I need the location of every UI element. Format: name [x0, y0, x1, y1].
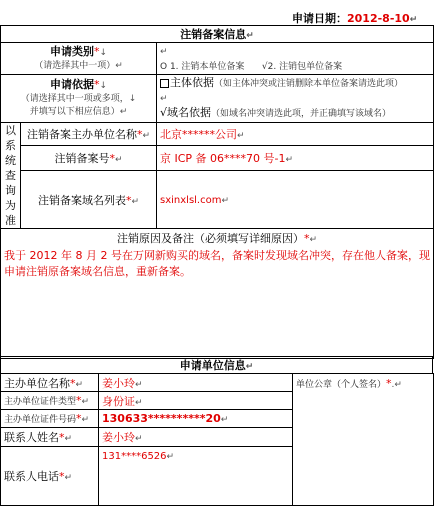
contact-name-field[interactable]: 姜小玲↵: [99, 428, 293, 447]
reason-cell[interactable]: [1, 229, 434, 359]
apply-type-option-own[interactable]: O 1. 注销本单位备案: [160, 62, 245, 72]
application-date-value: 2012-8-10: [347, 12, 410, 25]
org-name-label: 注销备案主办单位名称: [26, 127, 137, 141]
record-no-label-cell: 注销备案号*↵: [21, 145, 157, 171]
applicant-table: [0, 373, 434, 506]
record-no-label: 注销备案号: [54, 152, 110, 165]
org-name-field[interactable]: 北京******公司↵: [157, 123, 434, 146]
apply-basis-label: 申请依据: [49, 78, 94, 91]
application-date: 申请日期：2012-8-10↵: [292, 12, 418, 25]
org-name-label-cell: 注销备案主办单位名称*↵: [21, 123, 157, 146]
domain-checkmark-icon: √: [160, 106, 168, 119]
id-type-value: 身份证: [102, 394, 135, 408]
contact-phone-label-cell: 联系人电话*↵: [1, 447, 99, 506]
apply-type-hint: （请选择其中一项）: [34, 60, 116, 71]
seal-label: 单位公章（个人签名）: [296, 380, 387, 390]
basis-subject-option[interactable]: 主体依据（如主体冲突或注销删除本单位备案请选此项）: [160, 76, 403, 89]
applicant-section-title: 申请单位信息↵: [1, 357, 433, 374]
reason-label: 注销原因及备注（必须填写详细原因）*↵: [116, 232, 318, 245]
contact-phone-value: 131****6526: [102, 451, 167, 462]
record-no-field[interactable]: 京 ICP 备 06****70 号-1↵: [157, 145, 434, 171]
reason-text: 我于 2012 年 8 月 2 号在万网新购买的域名，备案时发现域名冲突，存在他人备案，现申请注销原备案域名信息，重新备案。: [4, 249, 430, 278]
domain-list-value: sxinxlsl.com: [160, 195, 222, 207]
applicant-org-name-label: 主办单位名称: [4, 376, 70, 390]
domain-list-label: 注销备案域名列表: [37, 193, 126, 207]
apply-basis-label-cell: 申请依据*↓ （请选择其中一项或多项，↓ 并填写以下相应信息）↵: [1, 75, 157, 123]
apply-basis-options: 主体依据（如主体冲突或注销删除本单位备案请选此项） ↵ √域名依据（如域名冲突请选此项，并正确填写该域名）: [157, 75, 434, 123]
domain-list-label-cell: 注销备案域名列表*↵: [21, 171, 157, 229]
contact-name-value: 姜小玲: [102, 431, 135, 444]
org-name-value: 北京******公司: [160, 127, 237, 141]
domain-list-field[interactable]: sxinxlsl.com↵: [157, 171, 434, 229]
id-type-field[interactable]: 身份证↵: [99, 392, 293, 410]
contact-phone-label: 联系人电话: [4, 470, 59, 483]
basis-domain-option[interactable]: √域名依据（如域名冲突请选此项，并正确填写该域名）: [160, 106, 392, 119]
contact-name-label-cell: 联系人姓名*↵: [1, 428, 99, 447]
cancel-record-table: [0, 25, 434, 359]
contact-phone-field[interactable]: 131****6526↵: [99, 447, 293, 506]
apply-type-label: 申请类别: [49, 44, 94, 58]
id-type-label-cell: 主办单位证件类型*↵: [1, 392, 99, 410]
id-no-label-cell: 主办单位证件号码*↵: [1, 410, 99, 428]
applicant-org-name-value: 姜小玲: [102, 376, 135, 390]
id-no-label: 主办单位证件号码: [4, 415, 77, 425]
contact-name-label: 联系人姓名: [4, 431, 59, 444]
cancel-section-title: 注销备案信息↵: [1, 26, 434, 43]
apply-type-option-other[interactable]: √2. 注销包单位备案: [261, 62, 343, 72]
application-date-label: 申请日期：: [292, 12, 347, 25]
apply-type-label-cell: 申请类别*↓ （请选择其中一项）↵: [1, 43, 157, 75]
id-no-field[interactable]: 130633**********20↵: [99, 410, 293, 428]
applicant-org-name-label-cell: 主办单位名称*↵: [1, 374, 99, 392]
apply-type-options: ↵ O 1. 注销本单位备案 √2. 注销包单位备案: [157, 43, 434, 75]
applicant-title-table: [0, 356, 433, 374]
subject-checkbox-icon[interactable]: [160, 79, 169, 88]
seal-cell[interactable]: 单位公章（个人签名）*.↵: [293, 374, 434, 506]
record-no-value: 京 ICP 备 06****70 号-1: [160, 152, 286, 165]
system-query-side-label: 以 系 统 查 询 为 准: [1, 123, 21, 229]
id-no-value: 130633**********20: [102, 412, 221, 425]
id-type-label: 主办单位证件类型: [4, 397, 77, 407]
applicant-org-name-field[interactable]: 姜小玲↵: [99, 374, 293, 392]
